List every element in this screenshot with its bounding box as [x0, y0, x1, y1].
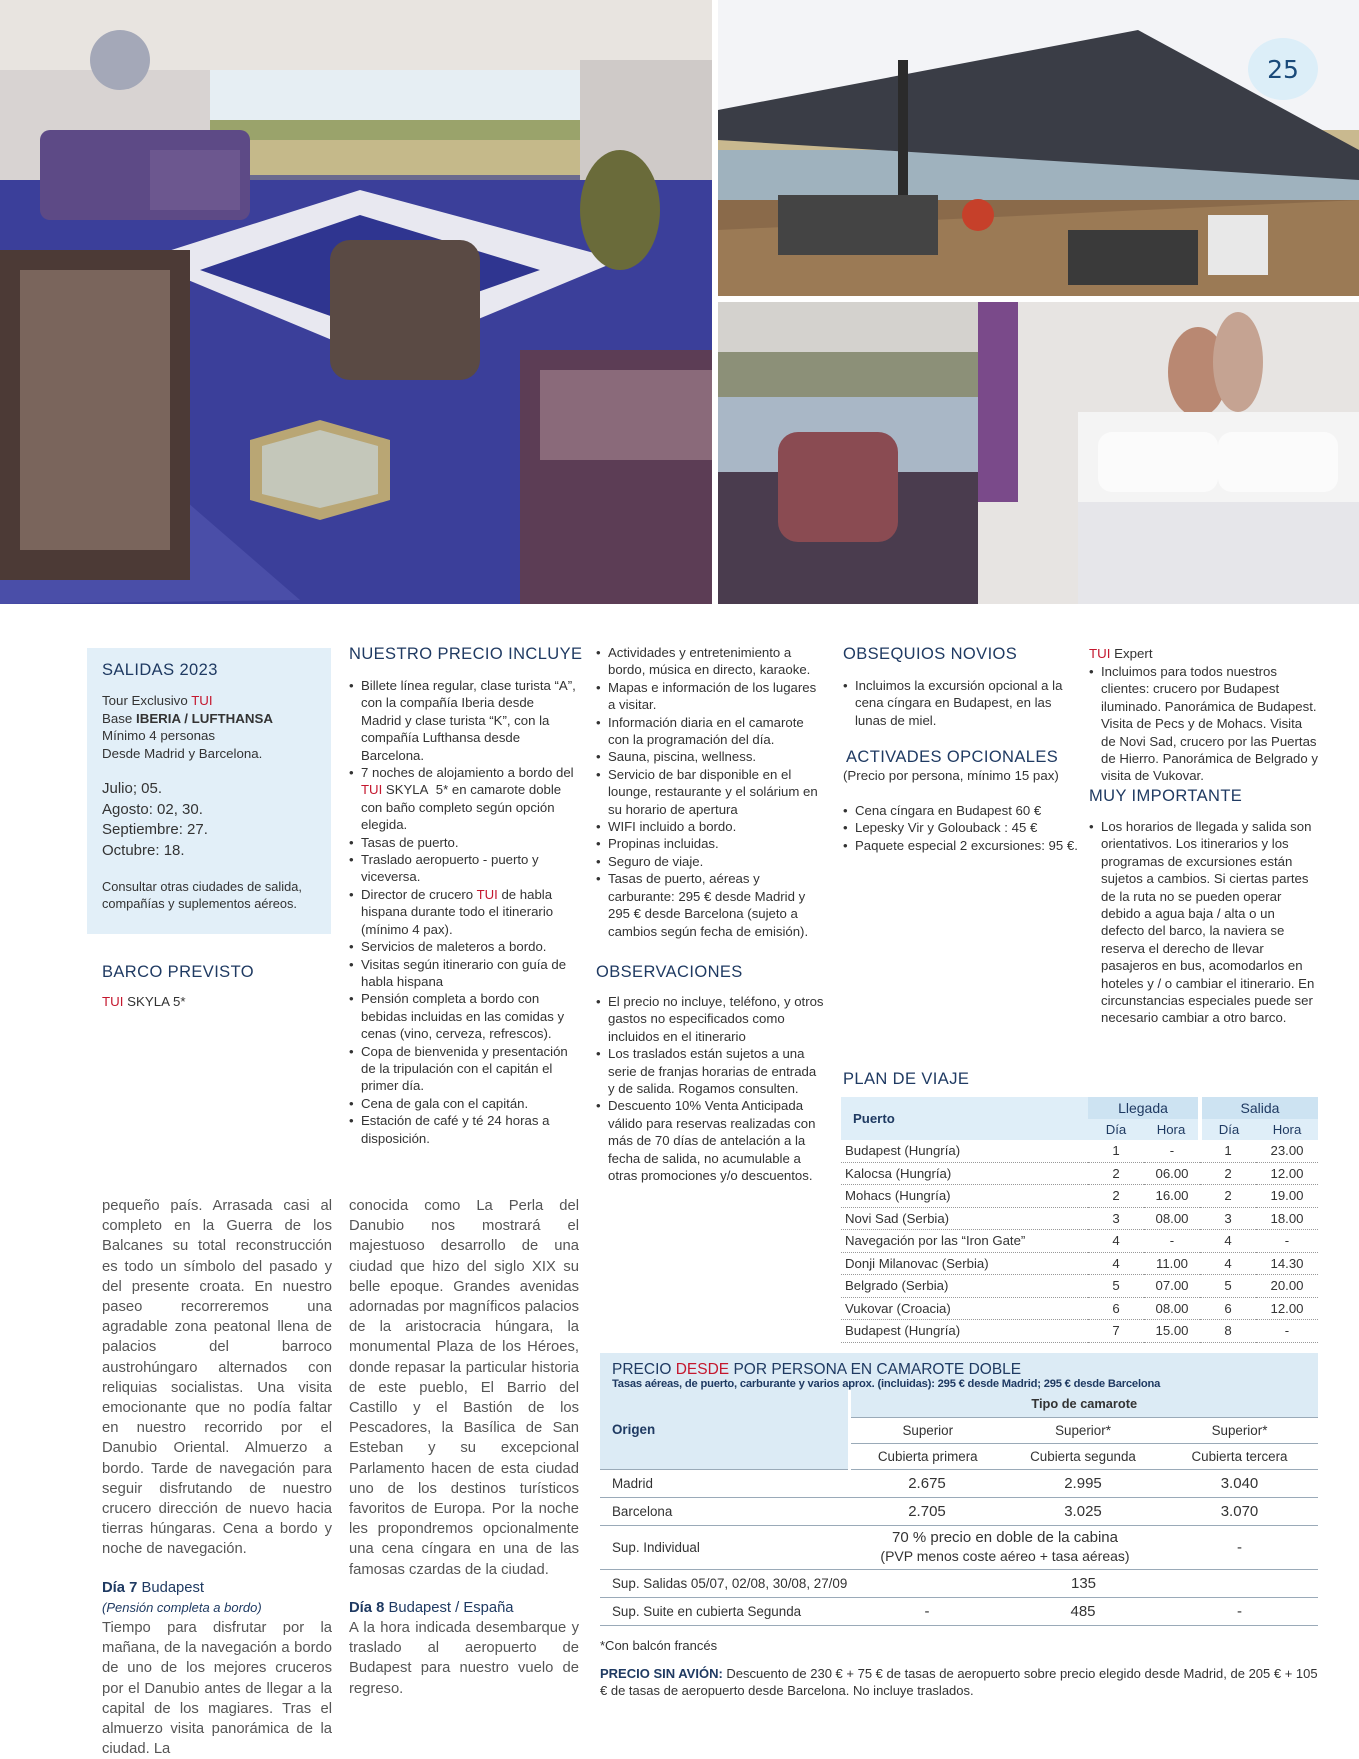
list-item: • Tasas de puerto. [349, 834, 577, 851]
importante-title: MUY IMPORTANTE [1089, 787, 1243, 805]
precio-footnote: *Con balcón francés [600, 1637, 718, 1653]
list-item: • Propinas incluidas. [596, 835, 824, 852]
list-item: • Cena cíngara en Budapest 60 € [843, 802, 1078, 819]
body-column-2 [349, 1196, 579, 1699]
body-paragraph: A la hora indicada desembarque y traslado al aeropuerto de Budapest para nuestro vuelo de regreso. [349, 1620, 579, 1697]
list-item: • WIFI incluido a bordo. [596, 818, 824, 835]
cat-header: Superior [849, 1417, 1005, 1443]
cat-header: Superior* [1005, 1417, 1161, 1443]
list-item: • Servicios de maleteros a bordo. [349, 938, 577, 955]
col-origen: Origen [600, 1390, 849, 1469]
table-row: Novi Sad (Serbia) 3 08.00 3 18.00 [841, 1207, 1318, 1230]
table-row: Sup. Suite en cubierta Segunda - 485 - [600, 1597, 1318, 1625]
tui-brand: TUI [191, 693, 213, 708]
list-item: • Billete línea regular, clase turista “A”, con la compañía Iberia desde Madrid y clase turista “K”, con la compañía Lufthansa desde Barcelona. [349, 677, 577, 764]
table-row: Barcelona 2.705 3.025 3.070 [600, 1497, 1318, 1525]
list-item: • Información diaria en el camarote con la programación del día. [596, 714, 824, 749]
list-item: • Actividades y entretenimiento a bordo, música en directo, karaoke. [596, 644, 824, 679]
salidas-title: SALIDAS 2023 [102, 661, 218, 679]
table-row: Navegación por las “Iron Gate” 4 - 4 - [841, 1230, 1318, 1253]
precio-title: PRECIO DESDE POR PERSONA EN CAMAROTE DOBLE [612, 1361, 1022, 1378]
table-row: Mohacs (Hungría) 2 16.00 2 19.00 [841, 1185, 1318, 1208]
opcionales-subtitle: (Precio por persona, mínimo 15 pax) [843, 768, 1059, 783]
barco-ship: TUI SKYLA 5* [102, 994, 186, 1009]
col-llegada: Llegada [1088, 1097, 1200, 1119]
observaciones-list [596, 993, 824, 1184]
list-item: • Paquete especial 2 excursiones: 95 €. [843, 837, 1078, 854]
list-item: • Los horarios de llegada y salida son orientativos. Los itinerarios y los programas de excursiones están sujetos a cambios. Si ciertas partes de la ruta no se pueden operar debido a agua baja / alta o un defecto del barco, la naviera se reserva el derecho de llevar pasajeros en bus, acomodarlos en hoteles y / o cambiar el itinerario. En circunstancias especiales puede ser necesario cambiar a otro barco. [1089, 818, 1318, 1027]
incluye-list-2 [596, 644, 824, 940]
day-subheading: (Pensión completa a bordo) [102, 1599, 262, 1615]
desde: Desde Madrid y Barcelona. [102, 745, 263, 761]
incluye-list [349, 677, 577, 1147]
list-item: • Tasas de puerto, aéreas y carburante: 295 € desde Madrid y 295 € desde Barcelona (sujeto a cambios según fecha de emisión). [596, 870, 824, 940]
day-heading: Día 7 Budapest [102, 1579, 205, 1596]
list-item: • Servicio de bar disponible en el lounge, restaurante y el solárium en su horario de apertura [596, 766, 824, 818]
observaciones-title: OBSERVACIONES [596, 963, 743, 981]
page-number: 25 [1248, 38, 1318, 100]
precio-subtitle: Tasas aéreas, de puerto, carburante y varios aprox. (incluidas): 295 € desde Madrid; 295 € desde Barcelona [612, 1378, 1161, 1390]
plan-title: PLAN DE VIAJE [843, 1070, 970, 1088]
col-hora: Hora [1256, 1119, 1318, 1141]
table-row: Madrid 2.675 2.995 3.040 [600, 1469, 1318, 1497]
list-item: • 7 noches de alojamiento a bordo del TUI SKYLA 5* en camarote doble con baño completo según opción elegida. [349, 764, 577, 834]
body-paragraph: conocida como La Perla del Danubio nos mostrará el majestuoso desarrollo de una ciudad que hizo del siglo XIX su belle epoque. Grandes avenidas adornadas por magníficos palacios de la aristocracia húngara, la monumental Plaza de los Héroes, donde repasar la particular historia de este pueblo, El Barrio del Castillo y el Bastión de los Pescadores, la Basílica de San Esteban y su excepcional Parlamento hacen de esta ciudad uno de los destinos turísticos favoritos de Europa. Por la noche les propondremos opcionalmente una cena cíngara en una de las famosas czardas de la ciudad. [349, 1198, 579, 1578]
minimo: Mínimo 4 personas [102, 728, 216, 743]
list-item: • Cena de gala con el capitán. [349, 1095, 577, 1112]
precio-box [600, 1353, 1318, 1699]
list-item: • Pensión completa a bordo con bebidas incluidas en las comidas y cenas (vino, cerveza, refrescos). [349, 990, 577, 1042]
table-row: Donji Milanovac (Serbia) 4 11.00 4 14.30 [841, 1252, 1318, 1275]
table-row: Budapest (Hungría) 1 - 1 23.00 [841, 1140, 1318, 1162]
table-row: Sup. Individual 70 % precio en doble de la cabina (PVP menos coste aéreo + tasa aéreas) - [600, 1525, 1318, 1569]
list-item: • El precio no incluye, teléfono, y otros gastos no especificados como incluidos en el itinerario [596, 993, 824, 1045]
list-item: • Mapas e información de los lugares a visitar. [596, 679, 824, 714]
col-salida: Salida [1200, 1097, 1318, 1119]
col-hora: Hora [1144, 1119, 1200, 1141]
precio-sin-avion: PRECIO SIN AVIÓN: Descuento de 230 € + 75 € de tasas de aeropuerto sobre precio elegido desde Madrid, de 205 € + 105 € de tasas de aeropuerto desde Barcelona. No incluye traslados. [600, 1665, 1318, 1698]
cabin-photo [718, 302, 1359, 604]
expert-title: TUI Expert [1089, 646, 1153, 661]
list-item: • Los traslados están sujetos a una serie de franjas horarias de entrada y de salida. Rogamos consulten. [596, 1045, 824, 1097]
cat-header: Superior* [1161, 1417, 1318, 1443]
list-item: • Estación de café y té 24 horas a disposición. [349, 1112, 577, 1147]
deck-header: Cubierta tercera [1161, 1443, 1318, 1469]
precio-table [600, 1390, 1318, 1626]
body-paragraph: Tiempo para disfrutar por la mañana, de la navegación a bordo de uno de los mejores cruceros por el Danubio antes de llegar a la capital de los magiares. Tras el almuerzo visita panorámica de la ciudad. La [102, 1620, 332, 1758]
day-heading: Día 8 Budapest / España [349, 1599, 514, 1616]
importante-list [1089, 818, 1318, 1027]
incluye-title: NUESTRO PRECIO INCLUYE [349, 645, 583, 663]
col-dia: Día [1088, 1119, 1144, 1141]
base-airlines: IBERIA / LUFTHANSA [136, 710, 273, 726]
list-item: • Director de crucero TUI de habla hispana durante todo el itinerario (mínimo 4 pax). [349, 886, 577, 938]
list-item: • Traslado aeropuerto - puerto y viceversa. [349, 851, 577, 886]
list-item: • Incluimos para todos nuestros clientes: crucero por Budapest iluminado. Panorámica de Budapest. Visita de Pecs y de Mohacs. Visita de Novi Sad, crucero por las Puertas de Hierro. Panorámica de Belgrado y visita de Vukovar. [1089, 663, 1318, 785]
list-item: • Descuento 10% Venta Anticipada válido para reservas realizadas con más de 70 días de antelación a la fecha de salida, no acumulable a otras promociones y/o descuentos. [596, 1097, 824, 1184]
expert-list [1089, 663, 1318, 785]
deck-header: Cubierta primera [849, 1443, 1005, 1469]
salidas-info: Tour Exclusivo TUI Base IBERIA / LUFTHANSA Mínimo 4 personas Desde Madrid y Barcelona. [102, 692, 327, 762]
list-item: • Lepesky Vir y Golouback : 45 € [843, 819, 1078, 836]
table-row: Budapest (Hungría) 7 15.00 8 - [841, 1320, 1318, 1343]
body-column-1 [102, 1196, 332, 1759]
col-puerto: Puerto [841, 1097, 1088, 1140]
list-item: • Incluimos la excursión opcional a la cena cíngara en Budapest, en las lunas de miel. [843, 677, 1078, 729]
table-row: Sup. Salidas 05/07, 02/08, 30/08, 27/09 135 [600, 1569, 1318, 1597]
obsequios-list [843, 677, 1078, 729]
table-row: Belgrado (Serbia) 5 07.00 5 20.00 [841, 1275, 1318, 1298]
col-tipo: Tipo de camarote [849, 1390, 1318, 1417]
list-item: • Copa de bienvenida y presentación de la tripulación con el capitán el primer día. [349, 1043, 577, 1095]
salidas-note: Consultar otras ciudades de salida, compañías y suplementos aéreos. [102, 879, 302, 911]
body-paragraph: pequeño país. Arrasada casi al completo en la Guerra de los Balcanes su total reconstrucción es todo un símbolo del pasado y del presente croata. En nuestro paseo recorreremos una agradable zona peatonal llena de palacios del barroco austrohúngaro alternados con reliquias socialistas. Una visita emocionante que no podía faltar en nuestro recorrido por el Danubio Oriental. Almuerzo a bordo. Tarde de navegación para seguir disfrutando de nuestro crucero dirección de nuevo hacia tierras húngaras. Cena a bordo y noche de navegación. [102, 1198, 332, 1558]
list-item: • Seguro de viaje. [596, 853, 824, 870]
barco-title: BARCO PREVISTO [102, 963, 254, 981]
precio-header [600, 1353, 1318, 1390]
list-item: • Sauna, piscina, wellness. [596, 748, 824, 765]
salidas-panel [87, 648, 331, 934]
col-dia: Día [1200, 1119, 1256, 1141]
lounge-photo [0, 0, 712, 604]
salidas-dates: Julio; 05. Agosto: 02, 30. Septiembre: 27. Octubre: 18. [102, 780, 208, 859]
obsequios-title: OBSEQUIOS NOVIOS [843, 645, 1018, 663]
opcionales-list [843, 802, 1078, 854]
plan-table [841, 1097, 1318, 1343]
opcionales-title: ACTIVADES OPCIONALES [846, 748, 1059, 766]
list-item: • Visitas según itinerario con guía de habla hispana [349, 956, 577, 991]
table-row: Kalocsa (Hungría) 2 06.00 2 12.00 [841, 1162, 1318, 1185]
deck-header: Cubierta segunda [1005, 1443, 1161, 1469]
table-row: Vukovar (Croacia) 6 08.00 6 12.00 [841, 1297, 1318, 1320]
